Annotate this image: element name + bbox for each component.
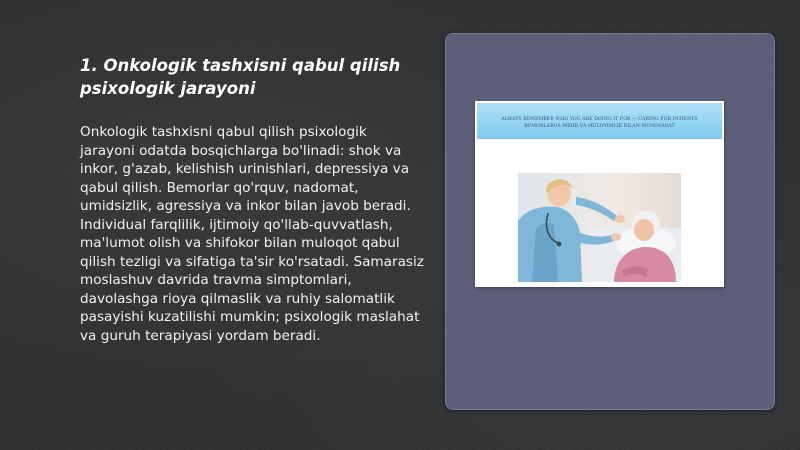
- slide-title: 1. Onkologik tashxisni qabul qilish psixologik jarayoni: [80, 56, 401, 98]
- card-caption: ALWAYS REMEMBER WHO YOU ARE DOING IT FOR — CARING FOR PATIENTS BEMORLARGA MEHR VA MULOYIMLIK BILAN MUNOSABAT: [501, 117, 698, 129]
- image-card: [475, 101, 724, 287]
- slide-body-text: Onkologik tashxisni qabul qilish psixologik jarayoni odatda bosqichlarga bo'linadi: shok va inkor, g'azab, kelishish urinishlari, depressiya va qabul qilish. Bemorlar qo'rquv, nadomat, umidsizlik, agressiya va inkor bilan javob beradi. Individual farqlilik, ijtimoiy qo'llab-quvvatlash, ma'lumot olish va shifokor bilan muloqot qabul qilish tezligi va sifatiga ta'sir ko'rsatadi. Samarasiz moslashuv davrida travma simptomlari, davolashga rioya qilmaslik va ruhiy salomatlik pasayishi kuzatilishi mumkin; psixologik maslahat va guruh terapiyasi yordam beradi.: [80, 124, 424, 344]
- card-banner: [477, 103, 722, 139]
- nurse-patient-photo: [518, 173, 681, 282]
